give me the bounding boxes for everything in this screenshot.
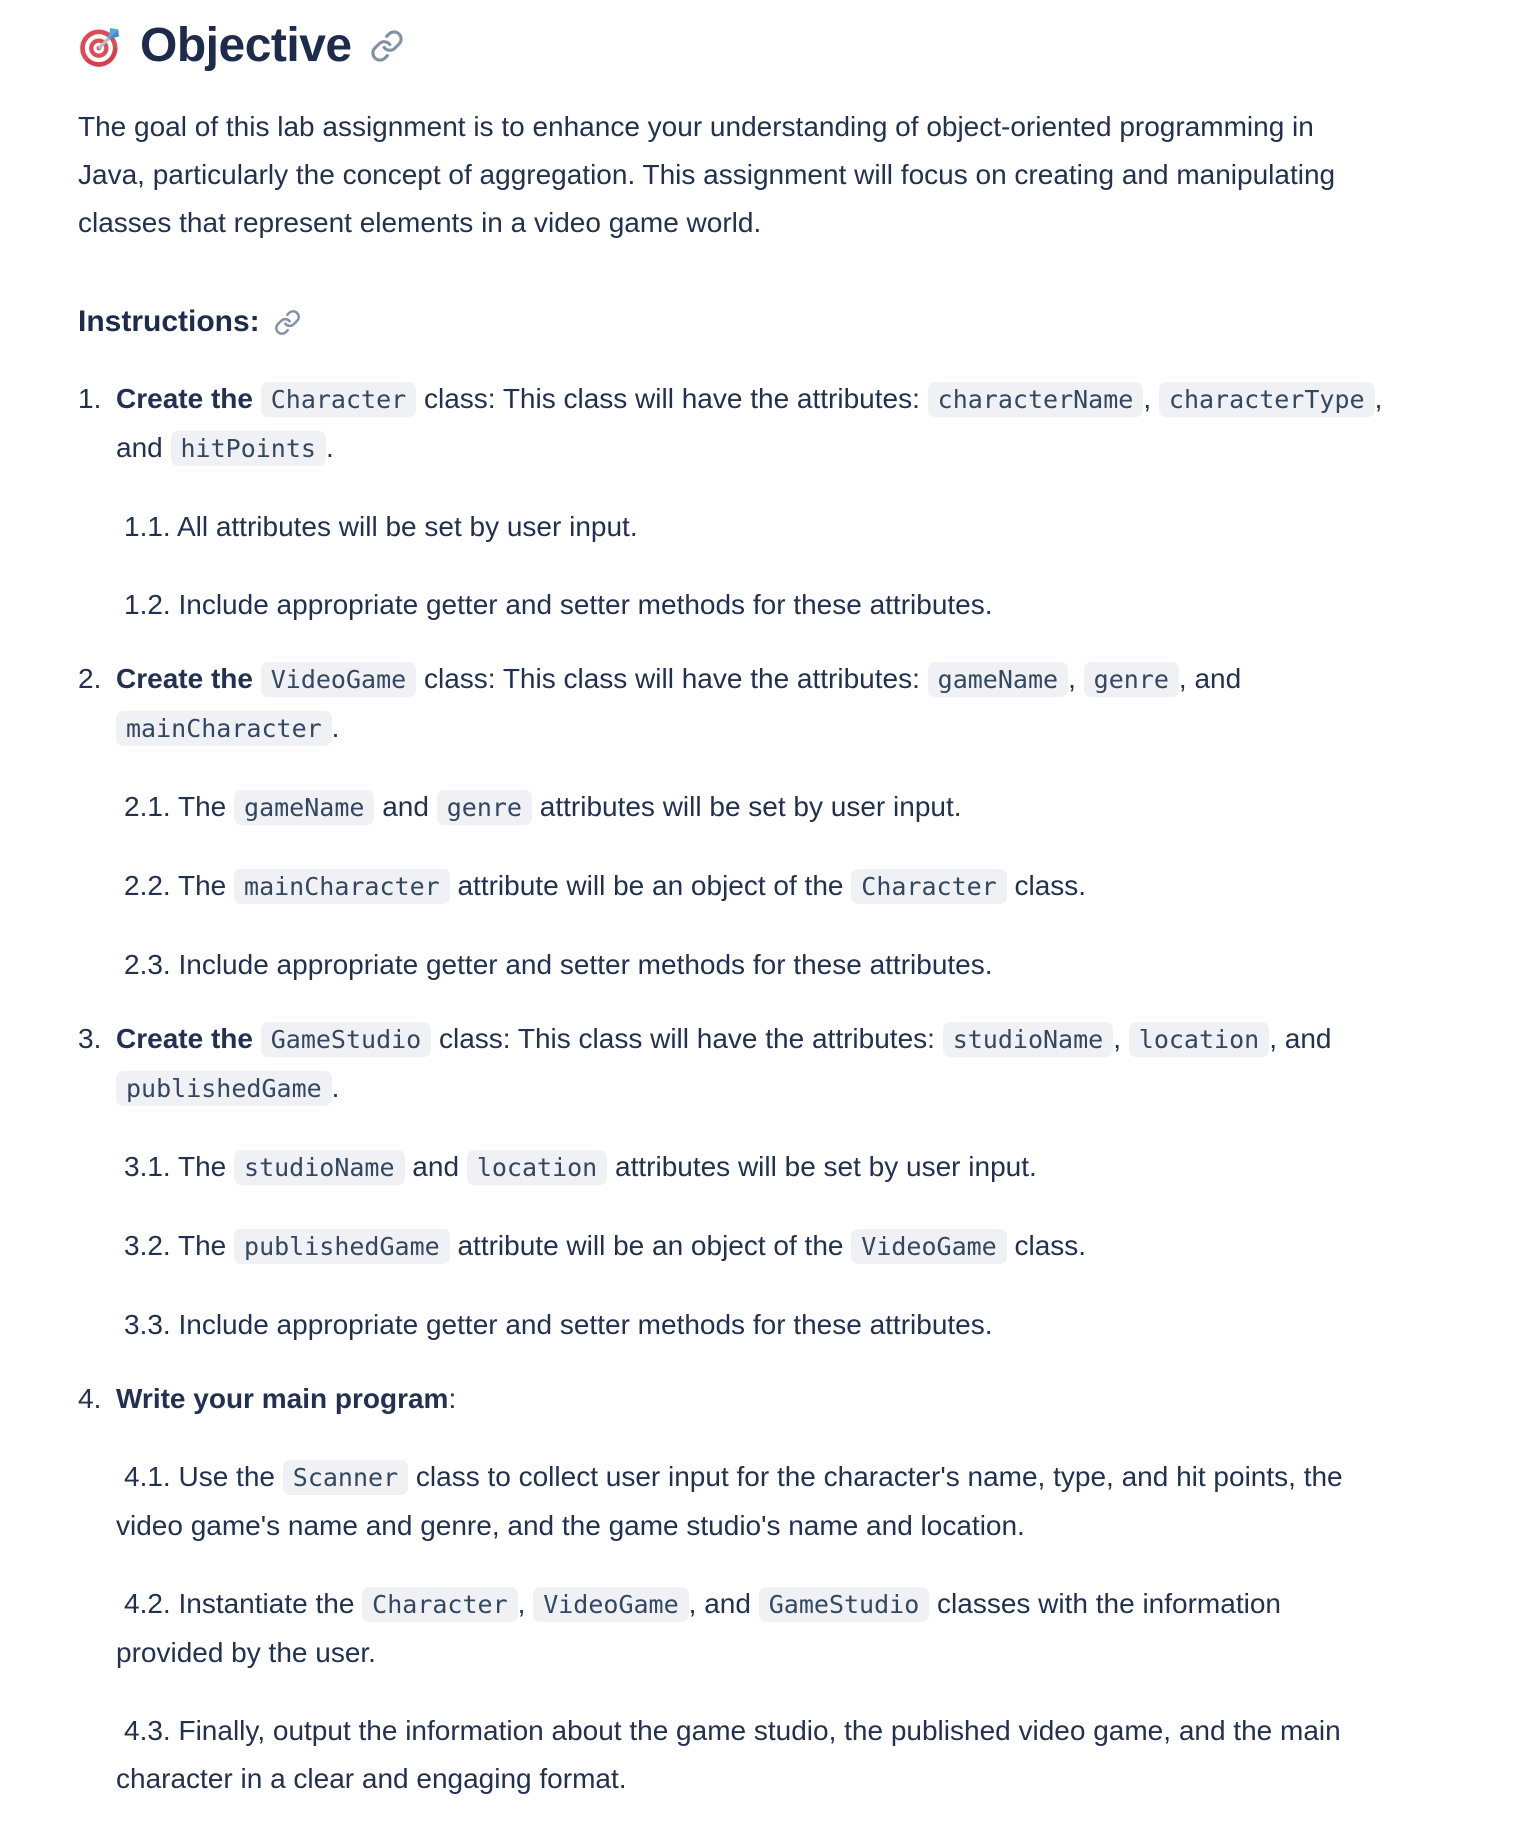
list-item bbox=[78, 655, 1462, 989]
instructions-heading-text: Instructions: bbox=[78, 305, 260, 338]
list-item-text: Create the Character class: This class will have the attributes: characterName , characterType , and hitPoints . bbox=[116, 375, 1386, 473]
inline-code: publishedGame bbox=[116, 1071, 332, 1106]
inline-code: mainCharacter bbox=[234, 869, 450, 904]
list-item-text: Create the GameStudio class: This class will have the attributes: studioName , location , and publishedGame . bbox=[116, 1015, 1386, 1113]
bold-text: Write your main program bbox=[116, 1383, 449, 1414]
bold-text: Create the bbox=[116, 383, 253, 414]
bold-text: Create the bbox=[116, 663, 253, 694]
instructions-heading bbox=[78, 305, 1462, 339]
sub-item: 4.2. Instantiate the Character , VideoGame , and GameStudio classes with the information provided by the user. bbox=[116, 1588, 1281, 1668]
list-item bbox=[78, 1375, 1462, 1803]
bold-text: Create the bbox=[116, 1023, 253, 1054]
inline-code: GameStudio bbox=[759, 1587, 930, 1622]
sub-item: 4.3. Finally, output the information about the game studio, the published video game, and the main character in a clear and engaging format. bbox=[116, 1715, 1341, 1794]
inline-code: gameName bbox=[234, 790, 374, 825]
inline-code: location bbox=[467, 1150, 607, 1185]
inline-code: publishedGame bbox=[234, 1229, 450, 1264]
inline-code: genre bbox=[437, 790, 532, 825]
inline-code: hitPoints bbox=[171, 431, 326, 466]
inline-code: VideoGame bbox=[261, 662, 416, 697]
sub-item: 3.1. The studioName and location attributes will be set by user input. bbox=[116, 1143, 1386, 1192]
inline-code: characterName bbox=[928, 382, 1144, 417]
sub-item: 2.2. The mainCharacter attribute will be an object of the Character class. bbox=[116, 862, 1386, 911]
sub-item: 1.1. All attributes will be set by user input. bbox=[124, 511, 638, 542]
inline-code: location bbox=[1129, 1022, 1269, 1057]
inline-code: gameName bbox=[928, 662, 1068, 697]
inline-code: Scanner bbox=[283, 1460, 408, 1495]
sub-item: 1.2. Include appropriate getter and setter methods for these attributes. bbox=[124, 589, 993, 620]
list-item bbox=[78, 1015, 1462, 1349]
list-item bbox=[78, 375, 1462, 629]
link-icon[interactable] bbox=[370, 29, 404, 63]
objective-paragraph: The goal of this lab assignment is to enhance your understanding of object-oriented programming in Java, particularly the concept of aggregation. This assignment will focus on creating and manipulating classes that represent elements in a video game world. bbox=[78, 111, 1336, 238]
dart-target-emoji-icon bbox=[78, 23, 124, 69]
inline-code: Character bbox=[362, 1587, 517, 1622]
sub-item: 4.1. Use the Scanner class to collect user input for the character's name, type, and hit points, the video game's name and genre, and the game studio's name and location. bbox=[116, 1461, 1343, 1541]
sub-item: 2.3. Include appropriate getter and setter methods for these attributes. bbox=[124, 949, 993, 980]
inline-code: VideoGame bbox=[533, 1587, 688, 1622]
inline-code: VideoGame bbox=[851, 1229, 1006, 1264]
list-item-body bbox=[116, 655, 1462, 989]
page-title-text: Objective bbox=[140, 19, 352, 72]
list-item-number: 4. bbox=[78, 1383, 102, 1414]
inline-code: GameStudio bbox=[261, 1022, 432, 1057]
sub-item: 2.1. The gameName and genre attributes will be set by user input. bbox=[116, 783, 1386, 832]
inline-code: Character bbox=[851, 869, 1006, 904]
list-item-number: 2. bbox=[78, 663, 102, 694]
inline-code: Character bbox=[261, 382, 416, 417]
page-title bbox=[78, 18, 1462, 73]
list-item-number: 1. bbox=[78, 383, 102, 414]
list-item-body bbox=[116, 375, 1462, 629]
list-item-text: Create the VideoGame class: This class will have the attributes: gameName , genre , and mainCharacter . bbox=[116, 655, 1386, 753]
inline-code: studioName bbox=[943, 1022, 1114, 1057]
sub-item: 3.2. The publishedGame attribute will be an object of the VideoGame class. bbox=[116, 1222, 1386, 1271]
inline-code: mainCharacter bbox=[116, 711, 332, 746]
sub-item: 3.3. Include appropriate getter and setter methods for these attributes. bbox=[124, 1309, 993, 1340]
instructions-list bbox=[78, 375, 1462, 1803]
list-item-number: 3. bbox=[78, 1023, 102, 1054]
inline-code: characterType bbox=[1159, 382, 1375, 417]
link-icon[interactable] bbox=[274, 309, 301, 336]
inline-code: genre bbox=[1084, 662, 1179, 697]
list-item-text: Write your main program: bbox=[116, 1383, 457, 1414]
inline-code: studioName bbox=[234, 1150, 405, 1185]
list-item-body bbox=[116, 1375, 1462, 1803]
list-item-body bbox=[116, 1015, 1462, 1349]
